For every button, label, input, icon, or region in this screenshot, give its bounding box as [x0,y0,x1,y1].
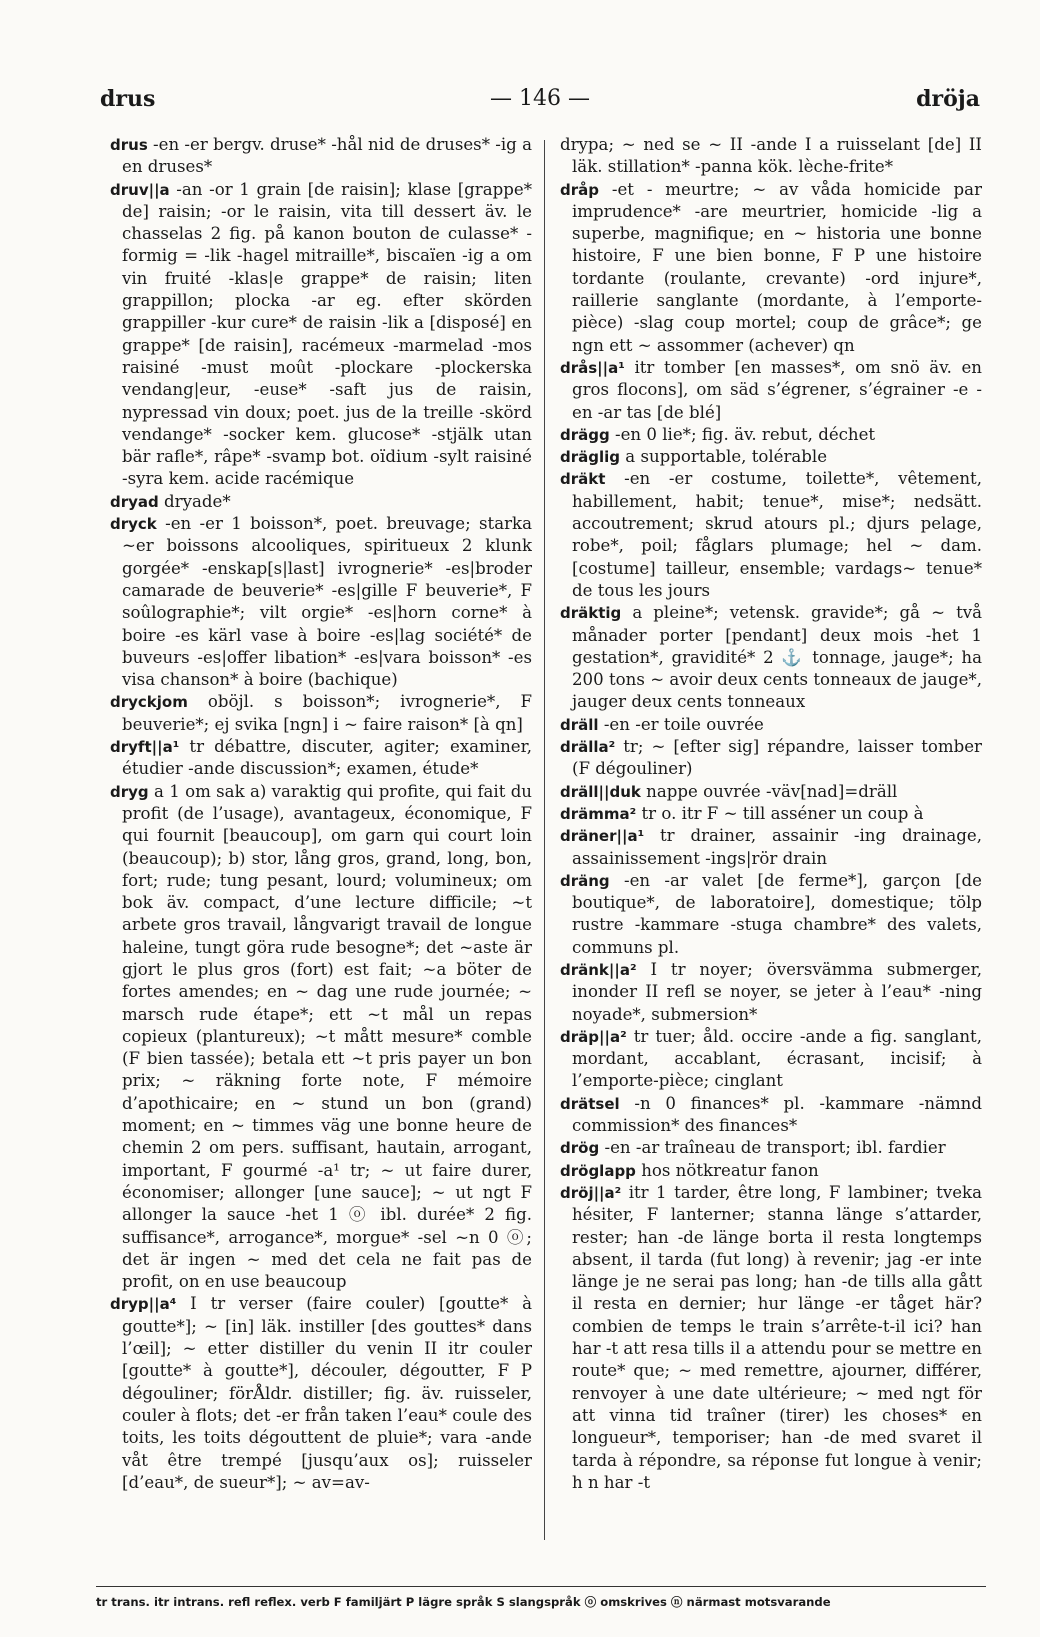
entry-definition: tr; ~ [efter sig] répandre, laisser tomber (F dégouliner) [572,737,982,779]
entry-headword: dryck [110,515,157,534]
dictionary-entry [560,714,982,736]
entry-headword: dräner||a¹ [560,827,645,846]
entry-headword: drägg [560,425,610,444]
entry-definition: hos nötkreatur fanon [635,1160,819,1180]
entry-definition: -en -er 1 boisson*, poet. breuvage; starka ~er boissons alcooliques, spiritueux 2 klunk gorgée* -enskap[s|last] ivrognerie* -es|broder camarade de beuverie* -es|gille F beuverie*, F soûlographie*; vilt orgie* -es|horn corne* à boire -es kärl vase à boire -es|lag société* de buveurs -es|offer libation* -es|vara boisson* -es visa chanson* à boire (bachique) [122,514,532,690]
entry-headword: dröglapp [560,1161,636,1180]
entry-headword: dryckjom [110,693,188,712]
entry-definition: tr débattre, discuter, agiter; examiner, étudier -ande discussion*; examen, étude* [122,737,532,779]
dictionary-entry [560,446,982,468]
column-divider [544,140,545,1540]
entry-definition: -en -er toile ouvrée [598,714,764,734]
dictionary-entry [560,179,982,357]
dictionary-entry [560,1093,982,1138]
entry-headword: dräglig [560,448,621,467]
dictionary-entry [560,357,982,424]
entry-definition: a supportable, tolérable [620,447,828,467]
entry-definition: itr 1 tarder, être long, F lambiner; tveka hésiter, F lanterner; stanna länge s’attarder, rester; han -de länge borta il resta longtemps absent, il tarda (fut long) à revenir; jag -er inte länge je ne serai pas long; han -de tills alla gått il resta en dernier; hur länge -er tåget här? combien de temps le train s’arrête-t-il ici? han har -t att resa tills il a attendu pour se mettre en route* que; ~ med remettre, ajourner, différer, renvoyer à une date ultérieure; ~ med ngt för att vinna tid traîner (tirer) les choses* en longueur*, temporiser; han -de med svaret il tarda à répondre, sa réponse fut longue à venir; h n har -t [572,1182,982,1492]
abbreviation-legend: tr trans. itr intrans. refl reflex. verb F familjärt P lägre språk S slangspråk ⓞ omskrives ⓝ närmast motsvarande [96,1595,831,1609]
entry-definition: drypa; ~ ned se ~ II -ande I a ruisselant [de] II läk. stillation* -panna kök. lèche-frite* [560,135,982,177]
footer-rule [96,1586,986,1587]
entry-headword: dräng [560,871,610,890]
dictionary-entry [560,781,982,803]
entry-headword: dråp [560,180,599,199]
entry-headword: dräkt [560,470,606,489]
dictionary-entry [110,1293,532,1494]
right-column [560,134,982,1544]
dictionary-entry [110,691,532,736]
entry-headword: drås||a¹ [560,358,625,377]
entry-definition: -an -or 1 grain [de raisin]; klase [grappe* de] raisin; -or le raisin, vita till dessert äv. le chasselas 2 fig. på kanon bouton de culasse* -formig = -lik -hagel mitraille*, biscaïen -ig a om vin fruité -klas|e grappe* de raisin; liten grappillon; plocka -ar eg. efter skörden grappiller -kur cure* de raisin -lik a [disposé] en grappe* [de raisin], racémeux -marmelad -mos raisiné -must moût -plockare -plockerska vendang|eur, -euse* -saft jus de raisin, nypressad vin doux; poet. jus de la treille -skörd vendange* -socker kem. glucose* -stjälk utan bär rafle*, râpe* -svamp bot. oïdium -sylt raisiné -syra kem. acide racémique [122,179,532,489]
entry-definition: -en -er costume, toilette*, vêtement, habillement, habit; tenue*, mise*; nedsätt. accoutrement; skrud atours pl.; djurs pelage, robe*, poil; fåglars plumage; hel ~ dam. [costume] tailleur, ensemble; vardags~ tenue* de tous les jours [572,469,982,600]
entry-headword: dränk||a² [560,960,637,979]
entry-headword: druv||a [110,180,170,199]
entry-definition: -en -ar traîneau de transport; ibl. fardier [599,1138,946,1158]
entry-definition: tr tuer; åld. occire -ande a fig. sanglant, mordant, accablant, écrasant, incisif; à l’emporte-pièce; cinglant [572,1026,982,1091]
page-number: — 146 — [490,86,590,111]
entry-definition: tr o. itr F ~ till asséner un coup à [636,803,924,823]
entry-headword: drätsel [560,1094,620,1113]
entry-definition: -et - meurtre; ~ av våda homicide par imprudence* -are meurtrier, homicide -lig a superbe, magnifique; en ~ historia une bonne histoire, F une bien bonne, F P une histoire tordante (roulante, crevante) -ord injure*, raillerie sanglante (mordante, à l’emporte-pièce) -slag coup mortel; coup de grâce*; ge ngn ett ~ assommer (achever) qn [572,179,982,355]
dictionary-entry [560,1160,982,1182]
entry-definition: nappe ouvrée -väv[nad]=dräll [640,781,898,801]
entry-definition: I tr verser (faire couler) [goutte* à goutte*]; ~ [in] läk. instiller [des gouttes* dans l’œil]; ~ etter distiller du venin II itr couler [goutte* à goutte*], découler, dégoutter, F P dégouliner; förÅldr. distiller; fig. äv. ruisseler, couler à flots; det -er från taken l’eau* coule des toits, les toits dégouttent de pluie*; vara -ande våt être trempé [jusqu’aux os]; ruisseler [d’eau*, de sueur*]; ~ av=av- [122,1294,532,1492]
entry-headword: dryft||a¹ [110,738,180,757]
entry-headword: dräll||duk [560,782,641,801]
left-guide-word: drus [100,86,156,112]
dictionary-entry [560,1137,982,1159]
entry-headword: drög [560,1139,600,1158]
entry-headword: dröj||a² [560,1183,622,1202]
dictionary-entry [560,959,982,1026]
entry-definition: dryade* [158,491,231,511]
dictionary-entry [560,870,982,959]
left-column [110,134,532,1544]
entry-definition: a 1 om sak a) varaktig qui profite, qui fait du profit (de l’usage), avantageux, économique, F qui fournit [beaucoup], om garn qui court loin (beaucoup); b) stor, lång gros, grand, long, bon, fort; rude; tung pesant, lourd; volumineux; om bok äv. compact, d’une lecture difficile; ~t arbete gros travail, långvarigt travail de longue haleine, tungt göra rude besogne*; det ~aste är gjort le plus gros (fort) est fait; ~a böter de fortes amendes; en ~ dag une rude journée; ~ marsch rude étape*; ett ~t mål un repas copieux (plantureux); ~t mått mesure* comble (F bien tassée); betala ett ~t pris payer un bon prix; ~ räkning forte note, F mémoire d’apothicaire; en ~ stund un bon (grand) moment; en ~ timmes väg une bonne heure de chemin 2 om pers. suffisant, hautain, arrogant, important, F gourmé -a¹ tr; ~ ut faire durer, économiser; allonger [une sauce]; ~ ut ngt F allonger la sauce -het 1 ⓞ ibl. durée* 2 fig. suffisance*, arrogance*, morgue* -sel ~n 0 ⓞ; det är ingen ~ med det cela ne fait pas de profit, on en use beaucoup [122,781,532,1292]
dictionary-entry [560,424,982,446]
dictionary-entry [560,602,982,713]
entry-headword: dryg [110,782,149,801]
entry-headword: drämma² [560,804,637,823]
dictionary-entry [110,736,532,781]
dictionary-entry [560,134,982,179]
right-guide-word: dröja [916,86,980,112]
dictionary-entry [560,1182,982,1494]
entry-headword: dräll [560,715,599,734]
dictionary-entry [110,491,532,513]
dictionary-entry [560,803,982,825]
dictionary-entry [560,468,982,602]
dictionary-entry [110,134,532,179]
entry-definition: oböjl. s boisson*; ivrognerie*, F beuverie*; ej svika [ngn] i ~ faire raison* [à qn] [122,692,532,734]
entry-headword: drälla² [560,738,616,757]
entry-definition: tr drainer, assainir -ing drainage, assainissement -ings|rör drain [572,826,982,868]
dictionary-entry [110,179,532,491]
page-header [100,86,980,122]
dictionary-entry [560,1026,982,1093]
entry-definition: -en -ar valet [de ferme*], garçon [de boutique*, de laboratoire], domestique; tölp rustre -kammare -stuga chambre* des valets, communs pl. [572,870,982,957]
entry-definition: -en -er bergv. druse* -hål nid de druses* -ig a en druses* [122,135,532,177]
dictionary-entry [560,825,982,870]
dictionary-entry [110,513,532,691]
entry-headword: dryad [110,492,159,511]
entry-headword: dräktig [560,604,622,623]
entry-headword: dryp||a⁴ [110,1295,177,1314]
entry-headword: drus [110,136,148,154]
entry-definition: I tr noyer; översvämma submerger, inonder II refl se noyer, se jeter à l’eau* -ning noyade*, submersion* [572,959,982,1024]
dictionary-entry [110,781,532,1294]
entry-headword: dräp||a² [560,1027,627,1046]
entry-definition: a pleine*; vetensk. gravide*; gå ~ två månader porter [pendant] deux mois -het 1 gestation*, gravidité* 2 ⚓ tonnage, jauge*; ha 200 tons ~ avoir deux cents tonneaux de jauge*, jauger deux cents tonneaux [572,603,982,712]
entry-definition: -en 0 lie*; fig. äv. rebut, déchet [609,424,876,444]
entry-definition: -n 0 finances* pl. -kammare -nämnd commission* des finances* [572,1093,982,1136]
entry-definition: itr tomber [en masses*, om snö äv. en gros flocons], om säd s’égrener, s’égrainer -e -en -ar tas [de blé] [572,357,982,422]
dictionary-entry [560,736,982,781]
